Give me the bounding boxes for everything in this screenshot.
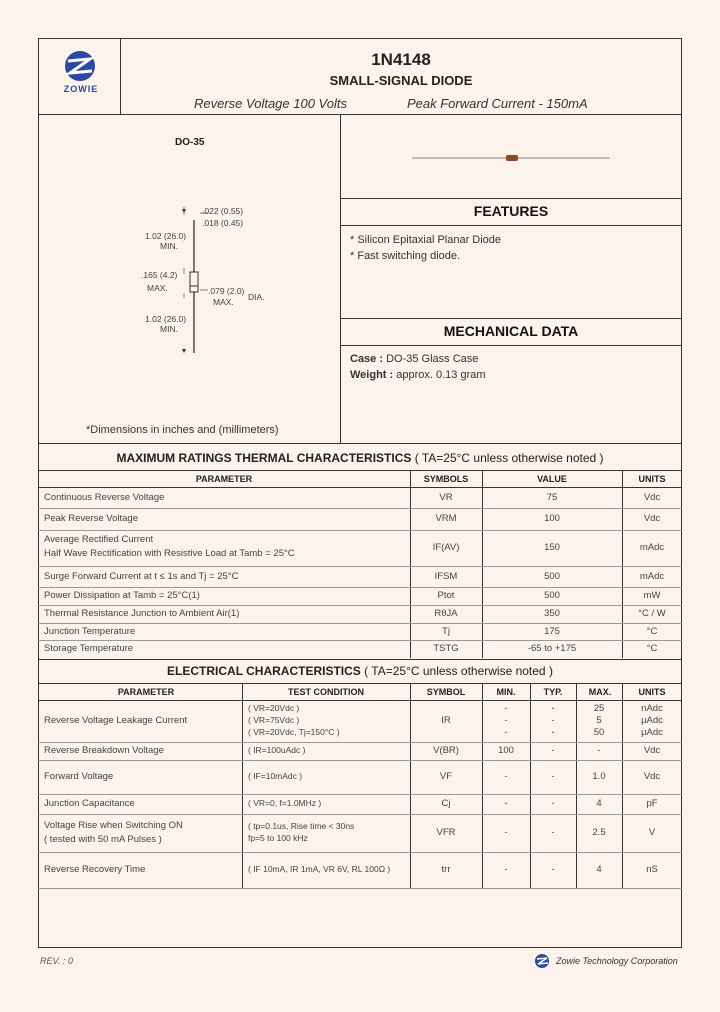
ec-row-parameter: Junction Capacitance: [44, 798, 135, 809]
mr-row-parameter: Junction Temperature: [44, 625, 136, 637]
ec-row-max: 5: [596, 715, 602, 726]
case-spec: Case : DO-35 Glass Case: [350, 353, 479, 365]
mr-row-unit: mAdc: [639, 542, 665, 553]
mr-row-unit: °C: [646, 643, 658, 654]
mr-row-symbol: IFSM: [434, 570, 458, 582]
ec-row-unit: μAdc: [641, 727, 663, 738]
table-row-divider: [38, 508, 682, 509]
dimensions-note: *Dimensions in inches and (millimeters): [86, 424, 279, 436]
ec-row-unit: μAdc: [641, 715, 663, 726]
dim-body-length: .165 (4.2): [141, 270, 178, 280]
ec-row-min: -: [504, 771, 508, 782]
reverse-voltage-rating: Reverse Voltage 100 Volts: [194, 96, 347, 111]
ec-row-symbol: IR: [441, 715, 451, 726]
ec-row-condition: ( VR=20Vdc, Tj=150°C ): [248, 727, 340, 737]
mr-row-value: 100: [544, 513, 560, 524]
mr-row-value: 75: [546, 491, 558, 503]
mr-row-value: 150: [544, 542, 560, 553]
diode-photo: [410, 150, 612, 166]
ec-row-condition: ( IR=100uAdc ): [248, 745, 306, 755]
weight-spec: Weight : approx. 0.13 gram: [350, 369, 486, 381]
mr-row-symbol: VRM: [435, 513, 457, 524]
ec-header-typ: TYP.: [543, 687, 563, 697]
table-row-divider: [38, 566, 682, 567]
feature-item: * Silicon Epitaxial Planar Diode: [350, 234, 502, 246]
ec-row-max: 4: [596, 864, 602, 875]
mr-row-parameter: Peak Reverse Voltage: [44, 513, 139, 524]
ec-row-typ: -: [551, 727, 555, 738]
ec-row-typ: -: [551, 864, 555, 875]
mr-row-unit: mW: [643, 590, 661, 601]
ec-row-max: 50: [593, 727, 605, 738]
mr-row-symbol: Ptot: [437, 590, 455, 601]
ec-row-max: 1.0: [592, 771, 606, 782]
ec-row-condition: ( VR=75Vdc ): [248, 715, 300, 725]
mr-row-value: 500: [544, 590, 560, 601]
ec-row-symbol: trr: [441, 864, 451, 875]
mr-row-symbol: Tj: [442, 625, 450, 637]
mr-row-parameter: Surge Forward Current at t ≤ 1s and Tj = 25°C: [44, 570, 239, 582]
dim-dia: DIA.: [248, 292, 265, 302]
mr-header-units: UNITS: [638, 474, 666, 484]
mr-row-parameter: Thermal Resistance Junction to Ambient Air(1): [44, 608, 240, 619]
ec-row-symbol: VFR: [436, 827, 456, 838]
ec-row-unit: V: [648, 827, 656, 838]
ec-row-condition: ( VR=0, f=1.0MHz ): [248, 798, 322, 808]
dim-body-diameter: .079 (2.0): [208, 286, 245, 296]
ec-row-max: 25: [593, 703, 605, 714]
table-column-divider: [242, 683, 243, 888]
mr-row-parameter: Storage Temperature: [44, 643, 134, 654]
ec-header-symbol: SYMBOL: [426, 687, 466, 697]
logo-text: ZOWIE: [63, 84, 99, 94]
ec-row-symbol: V(BR): [433, 745, 459, 756]
footer-logo-icon: [533, 953, 551, 974]
mr-row-symbol: VR: [439, 491, 453, 503]
table-row-divider: [38, 587, 682, 588]
ec-header-min: MIN.: [496, 687, 516, 697]
ec-row-condition: fp=5 to 100 kHz: [248, 833, 308, 843]
max-ratings-title: MAXIMUM RATINGS THERMAL CHARACTERISTICS ( TA=25°C unless otherwise noted ): [116, 451, 604, 465]
ec-row-condition: ( IF=10mAdc ): [248, 771, 303, 781]
mr-row-parameter: Continuous Reverse Voltage: [44, 491, 165, 503]
table-column-divider: [410, 683, 411, 888]
peak-forward-current-rating: Peak Forward Current - 150mA: [407, 96, 588, 111]
dim-lead-diameter: .022 (0.55): [202, 206, 244, 216]
table-row-divider: [38, 814, 682, 815]
revision: REV. : 0: [40, 956, 73, 966]
ec-row-condition: ( VR=20Vdc ): [248, 703, 300, 713]
ec-header-units: UNITS: [638, 687, 666, 697]
mr-row-unit: Vdc: [643, 513, 661, 524]
ec-row-unit: Vdc: [643, 745, 661, 756]
table-row-divider: [38, 530, 682, 531]
package-name: DO-35: [175, 137, 205, 148]
mr-header-symbols: SYMBOLS: [423, 474, 469, 484]
ec-row-unit: nS: [646, 864, 658, 875]
ec-row-min: -: [504, 715, 508, 726]
mr-row-symbol: IF(AV): [432, 542, 460, 553]
ec-row-typ: -: [551, 715, 555, 726]
ec-row-symbol: Cj: [441, 798, 451, 809]
ec-row-symbol: VF: [439, 771, 453, 782]
ec-row-unit: nAdc: [641, 703, 663, 714]
ec-row-min: -: [504, 703, 508, 714]
ec-row-min: -: [504, 827, 508, 838]
ec-row-max: 2.5: [592, 827, 606, 838]
ec-row-condition: ( tp=0.1us, Rise time < 30ns: [248, 821, 355, 831]
feature-item: * Fast switching diode.: [350, 250, 461, 262]
diode-body-icon: [190, 272, 198, 292]
dim-lead-length-top: 1.02 (26.0): [145, 231, 187, 241]
ec-row-min: -: [504, 864, 508, 875]
dim-min-top: MIN.: [160, 241, 178, 251]
mr-row-unit: Vdc: [643, 491, 661, 503]
table-row-divider: [38, 605, 682, 606]
ec-header-test-condition: TEST CONDITION: [288, 687, 364, 697]
mr-row-symbol: TSTG: [433, 643, 459, 654]
ec-header-parameter: PARAMETER: [117, 687, 175, 697]
table-row-divider: [38, 623, 682, 624]
table-row-divider: [38, 640, 682, 641]
mr-row-value: -65 to +175: [527, 643, 577, 654]
mr-row-value: 175: [544, 625, 560, 637]
ec-row-min: -: [504, 727, 508, 738]
device-type: SMALL-SIGNAL DIODE: [329, 73, 473, 88]
ec-row-min: -: [504, 798, 508, 809]
dim-max-left: MAX.: [147, 283, 168, 293]
ec-header-max: MAX.: [588, 687, 612, 697]
ec-row-max: 4: [596, 798, 602, 809]
mr-row-value: 350: [544, 608, 560, 619]
ec-row-parameter: Voltage Rise when Switching ON: [44, 820, 183, 831]
table-row-divider: [38, 888, 682, 889]
features-title: FEATURES: [473, 203, 549, 219]
ec-row-typ: -: [551, 771, 555, 782]
mr-row-unit: °C / W: [638, 608, 666, 619]
ec-row-parameter-detail: ( tested with 50 mA Pulses ): [44, 834, 162, 845]
mr-row-unit: °C: [646, 625, 658, 637]
mr-row-value: 500: [544, 570, 560, 582]
dim-max-right: MAX.: [213, 297, 234, 307]
mechanical-title: MECHANICAL DATA: [443, 323, 579, 339]
table-row-divider: [38, 760, 682, 761]
electrical-title: ELECTRICAL CHARACTERISTICS ( TA=25°C unless otherwise noted ): [167, 664, 553, 678]
table-row-divider: [38, 742, 682, 743]
ec-row-parameter: Forward Voltage: [44, 771, 114, 782]
ec-row-min: 100: [498, 745, 514, 756]
diode-photo-icon: [506, 155, 518, 161]
ec-row-condition: ( IF 10mA, IR 1mA, VR 6V, RL 100Ω ): [248, 864, 391, 874]
ec-row-unit: Vdc: [643, 771, 661, 782]
part-number: 1N4148: [371, 50, 431, 69]
ec-row-typ: -: [551, 703, 555, 714]
dim-lead-length-bottom: 1.02 (26.0): [145, 314, 187, 324]
ec-row-parameter: Reverse Recovery Time: [44, 864, 146, 875]
ec-row-parameter: Reverse Voltage Leakage Current: [44, 715, 188, 726]
company-name: Zowie Technology Corporation: [556, 956, 678, 966]
dim-min-bottom: MIN.: [160, 324, 178, 334]
ec-row-typ: -: [551, 745, 555, 756]
dim-lead-diameter-min: .018 (0.45): [202, 218, 244, 228]
mr-row-unit: mAdc: [639, 570, 665, 582]
table-row-divider: [38, 852, 682, 853]
ec-row-unit: pF: [646, 798, 658, 809]
mr-header-value: VALUE: [537, 474, 567, 484]
ec-row-typ: -: [551, 798, 555, 809]
table-row-divider: [38, 794, 682, 795]
ec-row-typ: -: [551, 827, 555, 838]
mr-row-symbol: RθJA: [434, 608, 458, 619]
mr-row-parameter: Power Dissipation at Tamb = 25°C(1): [44, 590, 200, 601]
ec-row-parameter: Reverse Breakdown Voltage: [44, 745, 164, 756]
mr-header-parameter: PARAMETER: [195, 474, 253, 484]
ec-row-max: -: [597, 745, 601, 756]
mr-row-parameter: Average Rectified Current: [44, 534, 154, 545]
mr-row-parameter-detail: Half Wave Rectification with Resistive Load at Tamb = 25°C: [44, 548, 295, 559]
